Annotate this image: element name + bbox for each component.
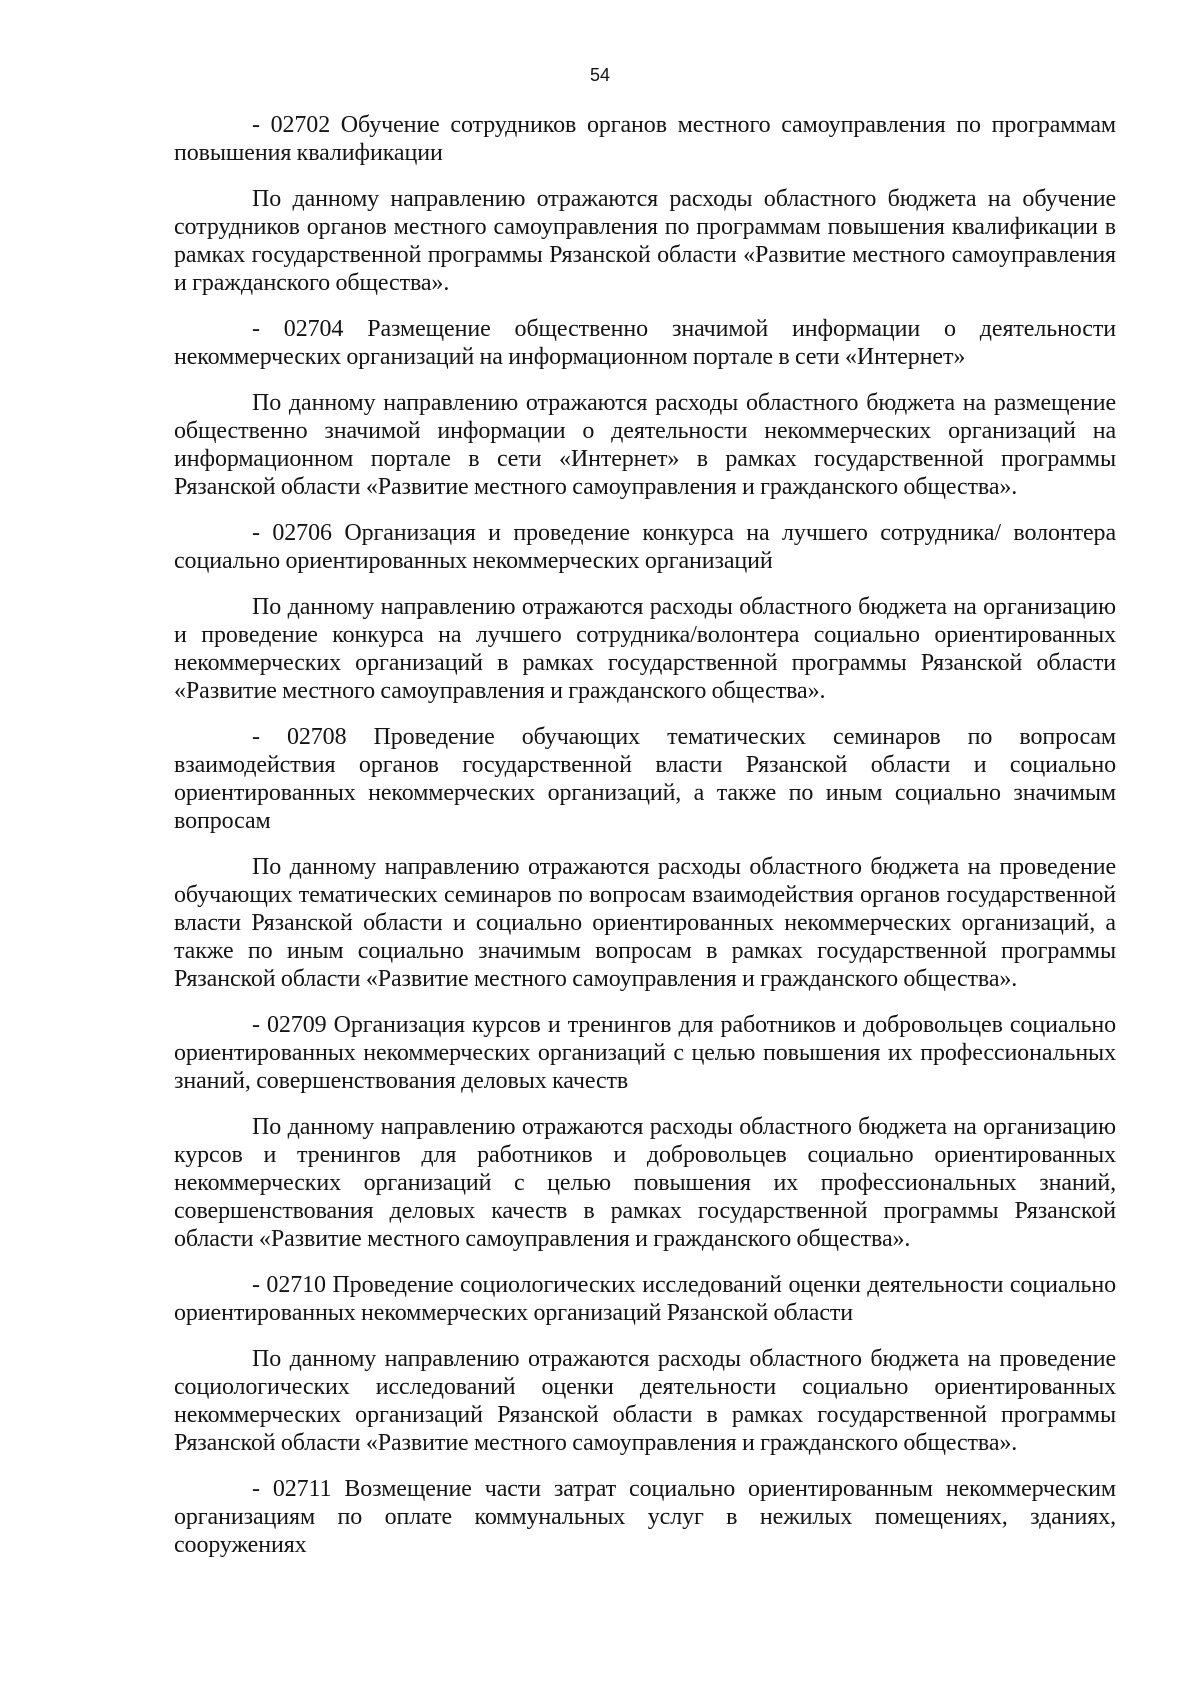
- section-heading-02710: - 02710 Проведение социологических исследований оценки деятельности социально ориентированных некоммерческих организаций Рязанской области: [174, 1272, 1116, 1326]
- section-heading-02702: - 02702 Обучение сотрудников органов местного самоуправления по программам повышения квалификации: [174, 112, 1116, 166]
- section-description-02708: По данному направлению отражаются расходы областного бюджета на проведение обучающих тематических семинаров по вопросам взаимодействия органов государственной власти Рязанской области и социально ориентированных некоммерческих организаций, а также по иным социально значимым вопросам в рамках государственной программы Рязанской области «Развитие местного самоуправления и гражданского общества».: [174, 854, 1116, 992]
- section-heading-02711: - 02711 Возмещение части затрат социально ориентированным некоммерческим организациям по оплате коммунальных услуг в нежилых помещениях, зданиях, сооружениях: [174, 1476, 1116, 1558]
- section-description-02709: По данному направлению отражаются расходы областного бюджета на организацию курсов и тренингов для работников и добровольцев социально ориентированных некоммерческих организаций с целью повышения их профессиональных знаний, совершенствования деловых качеств в рамках государственной программы Рязанской области «Развитие местного самоуправления и гражданского общества».: [174, 1114, 1116, 1252]
- section-description-02704: По данному направлению отражаются расходы областного бюджета на размещение общественно значимой информации о деятельности некоммерческих организаций на информационном портале в сети «Интернет» в рамках государственной программы Рязанской области «Развитие местного самоуправления и гражданского общества».: [174, 390, 1116, 500]
- document-body: [174, 111, 1116, 1577]
- page-number: 54: [589, 65, 611, 85]
- section-heading-02708: - 02708 Проведение обучающих тематических семинаров по вопросам взаимодействия органов государственной власти Рязанской области и социально ориентированных некоммерческих организаций, а также по иным социально значимым вопросам: [174, 724, 1116, 834]
- section-description-02702: По данному направлению отражаются расходы областного бюджета на обучение сотрудников органов местного самоуправления по программам повышения квалификации в рамках государственной программы Рязанской области «Развитие местного самоуправления и гражданского общества».: [174, 186, 1116, 296]
- section-description-02706: По данному направлению отражаются расходы областного бюджета на организацию и проведение конкурса на лучшего сотрудника/волонтера социально ориентированных некоммерческих организаций в рамках государственной программы Рязанской области «Развитие местного самоуправления и гражданского общества».: [174, 594, 1116, 704]
- section-description-02710: По данному направлению отражаются расходы областного бюджета на проведение социологических исследований оценки деятельности социально ориентированных некоммерческих организаций Рязанской области в рамках государственной программы Рязанской области «Развитие местного самоуправления и гражданского общества».: [174, 1346, 1116, 1456]
- section-heading-02704: - 02704 Размещение общественно значимой информации о деятельности некоммерческих организаций на информационном портале в сети «Интернет»: [174, 316, 1116, 370]
- section-heading-02709: - 02709 Организация курсов и тренингов для работников и добровольцев социально ориентированных некоммерческих организаций с целью повышения их профессиональных знаний, совершенствования деловых качеств: [174, 1012, 1116, 1094]
- section-heading-02706: - 02706 Организация и проведение конкурса на лучшего сотрудника/ волонтера социально ориентированных некоммерческих организаций: [174, 520, 1116, 574]
